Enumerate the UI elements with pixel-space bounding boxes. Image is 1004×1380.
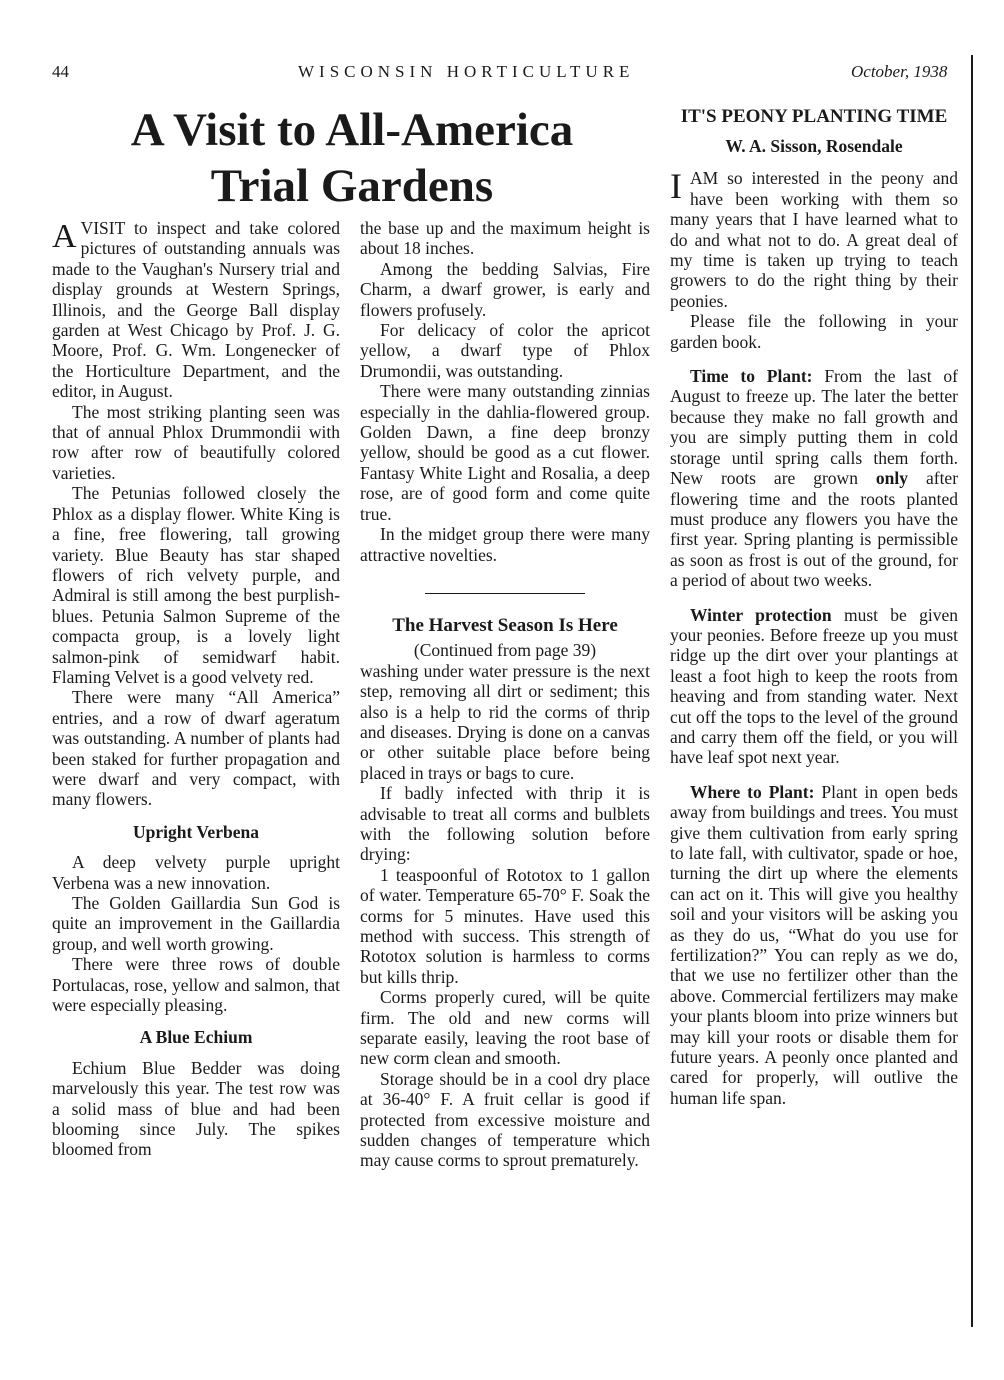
paragraph: IAM so interested in the peony and have been working with them so many years that I have learned what to do and what not to do. A great deal of my time is taken up trying to teach growers to do the right thing by their peonies. [670, 166, 958, 311]
paragraph: There were many outstanding zinnias especially in the dahlia-flowered group. Golden Dawn, a fine deep bronzy yellow, should be good as a cut flower. Fantasy White Light and Rosalia, a deep rose, are of good form and come quite true. [360, 381, 650, 524]
paragraph: The Golden Gaillardia Sun God is quite an improvement in the Gaillardia group, and well worth growing. [52, 893, 340, 954]
paragraph: There were three rows of double Portulacas, rose, yellow and salmon, that were especially pleasing. [52, 954, 340, 1016]
paragraph: For delicacy of color the apricot yellow, a dwarf type of Phlox Drumondii, was outstanding. [360, 320, 650, 381]
column-1 [52, 218, 340, 1160]
paragraph: AVISIT to inspect and take colored pictures of outstanding annuals was made to the Vaughan's Nursery trial and display grounds at Western Springs, Illinois, and the George Ball display garden at West Chicago by Prof. J. G. Moore, Prof. G. Wm. Longenecker of the Horticulture Department, and the editor, in August. [52, 218, 340, 402]
paragraph: In the midget group there were many attractive novelties. [360, 524, 650, 565]
paragraph-winter-protection: Winter protection must be given your peonies. Before freeze up you must ridge up the dirt over your plantings at least a foot high to keep the roots from heaving and from standing water. Next cut off the tops to the level of the ground and carry them off the field, or you will have leaf spot next year. [670, 604, 959, 768]
subheading-echium: A Blue Echium [139, 1027, 253, 1048]
paragraph: Storage should be in a cool dry place at 36-40° F. A fruit cellar is good if protected from excessive moisture and sudden changes of temperature which may cause corms to sprout prematurely. [360, 1068, 650, 1171]
paragraph: Among the bedding Salvias, Fire Charm, a dwarf grower, is early and flowers profusely. [360, 258, 650, 320]
continued-note: (Continued from page 39) [413, 640, 597, 661]
paragraph: washing under water pressure is the next step, removing all dirt or sediment; this also is a help to rid the corms of thrip and diseases. Drying is done on a canvas or other suitable place before being placed in trays or bags to cure. [360, 660, 650, 783]
page-number: 44 [52, 62, 69, 81]
paragraph: The Petunias followed closely the Phlox as a display flower. White King is a fine, free flowering, tall growing variety. Blue Beauty has star shaped flowers of rich velvety purple, and Admiral is still among the best purplish-blues. Petunia Salmon Supreme of the compacta group, is a lovely light salmon-pink of semidwarf habit. Flaming Velvet is a good velvety red. [52, 483, 340, 687]
paragraph: the base up and the maximum height is about 18 inches. [360, 218, 650, 259]
peony-article-title: IT'S PEONY PLANTING TIME [680, 106, 948, 127]
paragraph-time-to-plant: Time to Plant: From the last of August to freeze up. The later the better because they make no fall growth and you are simply putting them in cold storage until spring calls them forth. New roots are grown only after flowering time and the roots planted must produce any flowers you have the first year. Spring planting is permissible as soon as frost is out of the ground, for a period of about two weeks. [670, 366, 959, 591]
paragraph: Echium Blue Bedder was doing marvelously this year. The test row was a solid mass of blue and had been blooming since July. The spikes bloomed from [52, 1057, 340, 1160]
paragraph: The most striking planting seen was that of annual Phlox Drummondii with row after row of beautifully colored varieties. [52, 401, 340, 483]
drop-cap: A [52, 218, 77, 255]
drop-cap: I [670, 166, 682, 207]
byline: W. A. Sisson, Rosendale [725, 136, 903, 156]
paragraph: 1 teaspoonful of Rototox to 1 gallon of water. Temperature 65-70° F. Soak the corms for 5 minutes. Have used this method with success. This strength of Rototox solution is harmless to corms but kills thrip. [360, 864, 650, 987]
harvest-article-title: The Harvest Season Is Here [392, 614, 618, 636]
article-title [72, 102, 632, 214]
run-in-heading: Time to Plant: [690, 366, 813, 387]
run-in-heading: Winter protection [690, 604, 832, 625]
run-in-heading: Where to Plant: [690, 781, 815, 802]
emphasis: only [875, 468, 909, 489]
paragraph: There were many “All America” entries, and a row of dwarf ageratum was outstanding. A number of plants had been staked for further propagation and were dwarf and very compact, with many flowers. [52, 687, 340, 810]
paragraph: Corms properly cured, will be quite firm. The old and new corms will separate easily, leaving the root base of new corm clean and smooth. [360, 987, 650, 1069]
issue-date: October, 1938 [851, 62, 948, 81]
paragraph: A deep velvety purple upright Verbena was a new innovation. [52, 852, 340, 893]
section-divider [425, 593, 585, 594]
article-title-line-2: Trial Gardens [210, 160, 494, 212]
paragraph: Please file the following in your garden book. [670, 311, 958, 352]
column-3 [670, 106, 958, 1108]
article-title-line-1: A Visit to All-America [130, 104, 574, 156]
column-rule [971, 55, 973, 1327]
magazine-title: WISCONSIN HORTICULTURE [298, 62, 635, 81]
column-2 [360, 218, 650, 1171]
subheading-verbena: Upright Verbena [133, 821, 259, 842]
paragraph-where-to-plant: Where to Plant: Plant in open beds away from buildings and trees. You must give them cultivation from early spring to late fall, with cultivator, spade or hoe, turning the dirt up where the elements can act on it. This will give you healthy soil and your visitors will be asking you as they do us, “What do you use for fertilization?” You can reply as we do, that we use no fertilizer other than the above. Commercial fertilizers may make your plants bloom into prize winners but may kill your roots or disable them for future years. A peonly once planted and cared for properly, will outlive the human life span. [670, 781, 958, 1108]
paragraph: If badly infected with thrip it is advisable to treat all corms and bulblets with the following solution before drying: [360, 783, 650, 865]
